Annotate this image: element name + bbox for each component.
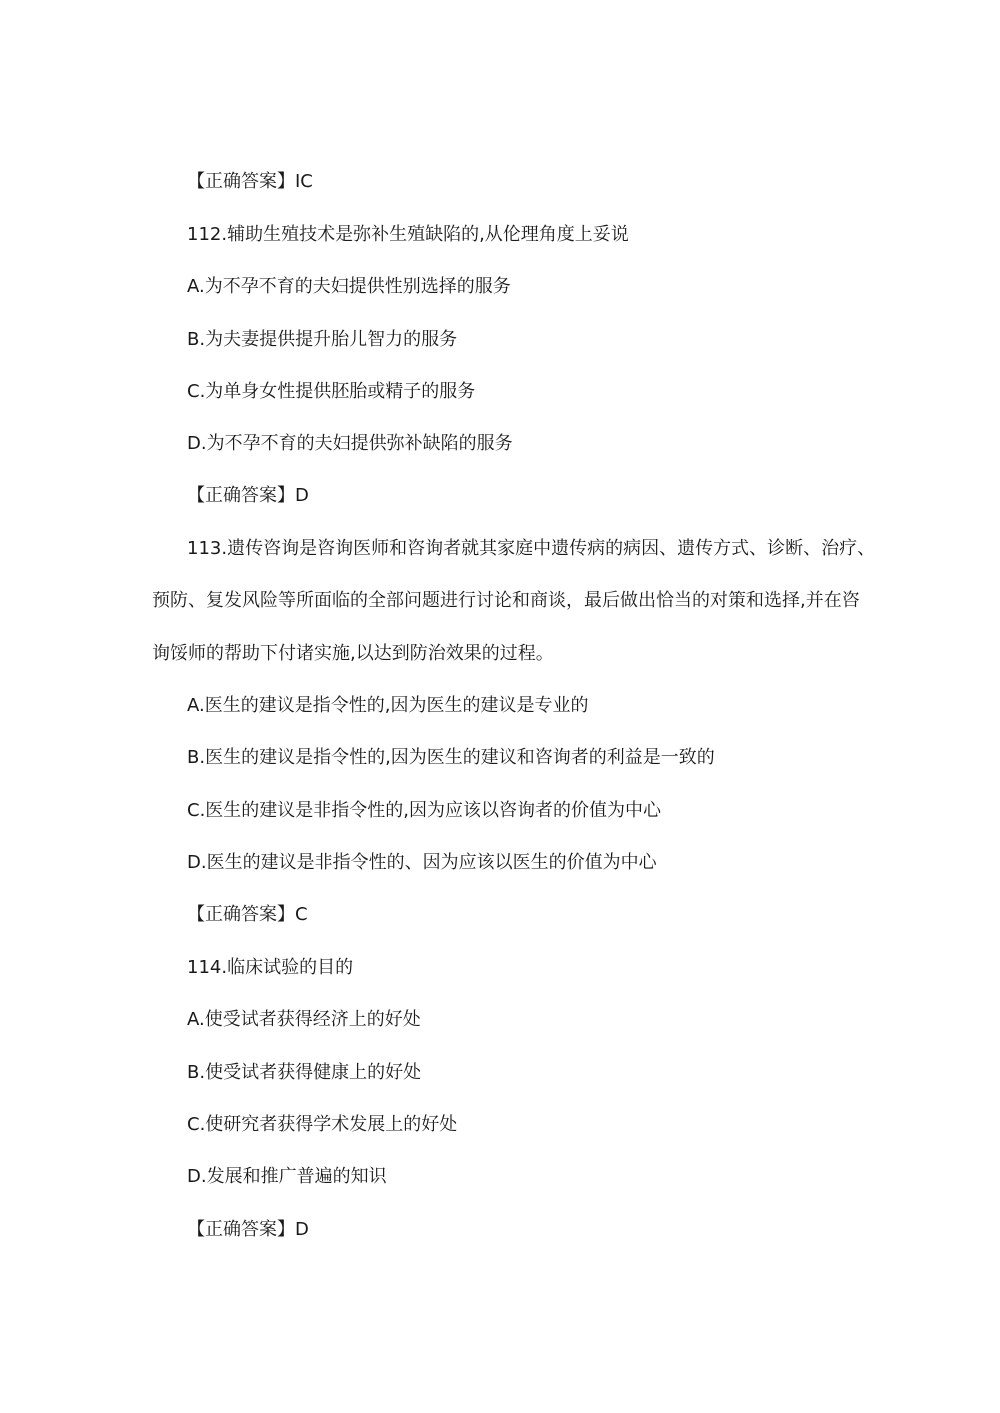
question-114-option-d: D.发展和推广普遍的知识 [187,1166,387,1187]
answer-line-113: 【正确答案】C [187,904,308,925]
question-113-option-b: B.医生的建议是指令性的,因为医生的建议和咨询者的利益是一致的 [187,747,715,768]
question-112-option-c: C.为单身女性提供胚胎或精子的服务 [187,381,476,402]
question-113-option-a: A.医生的建议是指令性的,因为医生的建议是专业的 [187,695,589,716]
question-113-text-line-2: 预防、复发风险等所面临的全部问题进行讨论和商谈，最后做出恰当的对策和选择,并在咨 [152,590,860,611]
question-114-option-a: A.使受试者获得经济上的好处 [187,1009,421,1030]
question-113-text-line-3: 询馁师的帮助下付诸实施,以达到防治效果的过程。 [152,643,554,664]
answer-line-114: 【正确答案】D [187,1219,309,1240]
question-113-option-c: C.医生的建议是非指令性的,因为应该以咨询者的价值为中心 [187,800,662,821]
question-113-option-d: D.医生的建议是非指令性的、因为应该以医生的价值为中心 [187,852,657,873]
question-114-option-c: C.使研究者获得学术发展上的好处 [187,1114,458,1135]
answer-line-112: 【正确答案】D [187,485,309,506]
question-114-option-b: B.使受试者获得健康上的好处 [187,1062,422,1083]
question-112-option-b: B.为夫妻提供提升胎儿智力的服务 [187,329,458,350]
answer-line-111: 【正确答案】IC [187,171,313,192]
question-112-option-d: D.为不孕不育的夫妇提供弥补缺陷的服务 [187,433,513,454]
question-112-option-a: A.为不孕不育的夫妇提供性别选择的服务 [187,276,511,297]
question-113-text-line-1: 113.遗传咨询是咨询医师和咨询者就其家庭中遗传病的病因、遗传方式、诊断、治疗、 [187,538,876,559]
question-114-text: 114.临床试验的目的 [187,957,354,978]
question-112-text: 112.辅助生殖技术是弥补生殖缺陷的,从伦理角度上妥说 [187,224,629,245]
